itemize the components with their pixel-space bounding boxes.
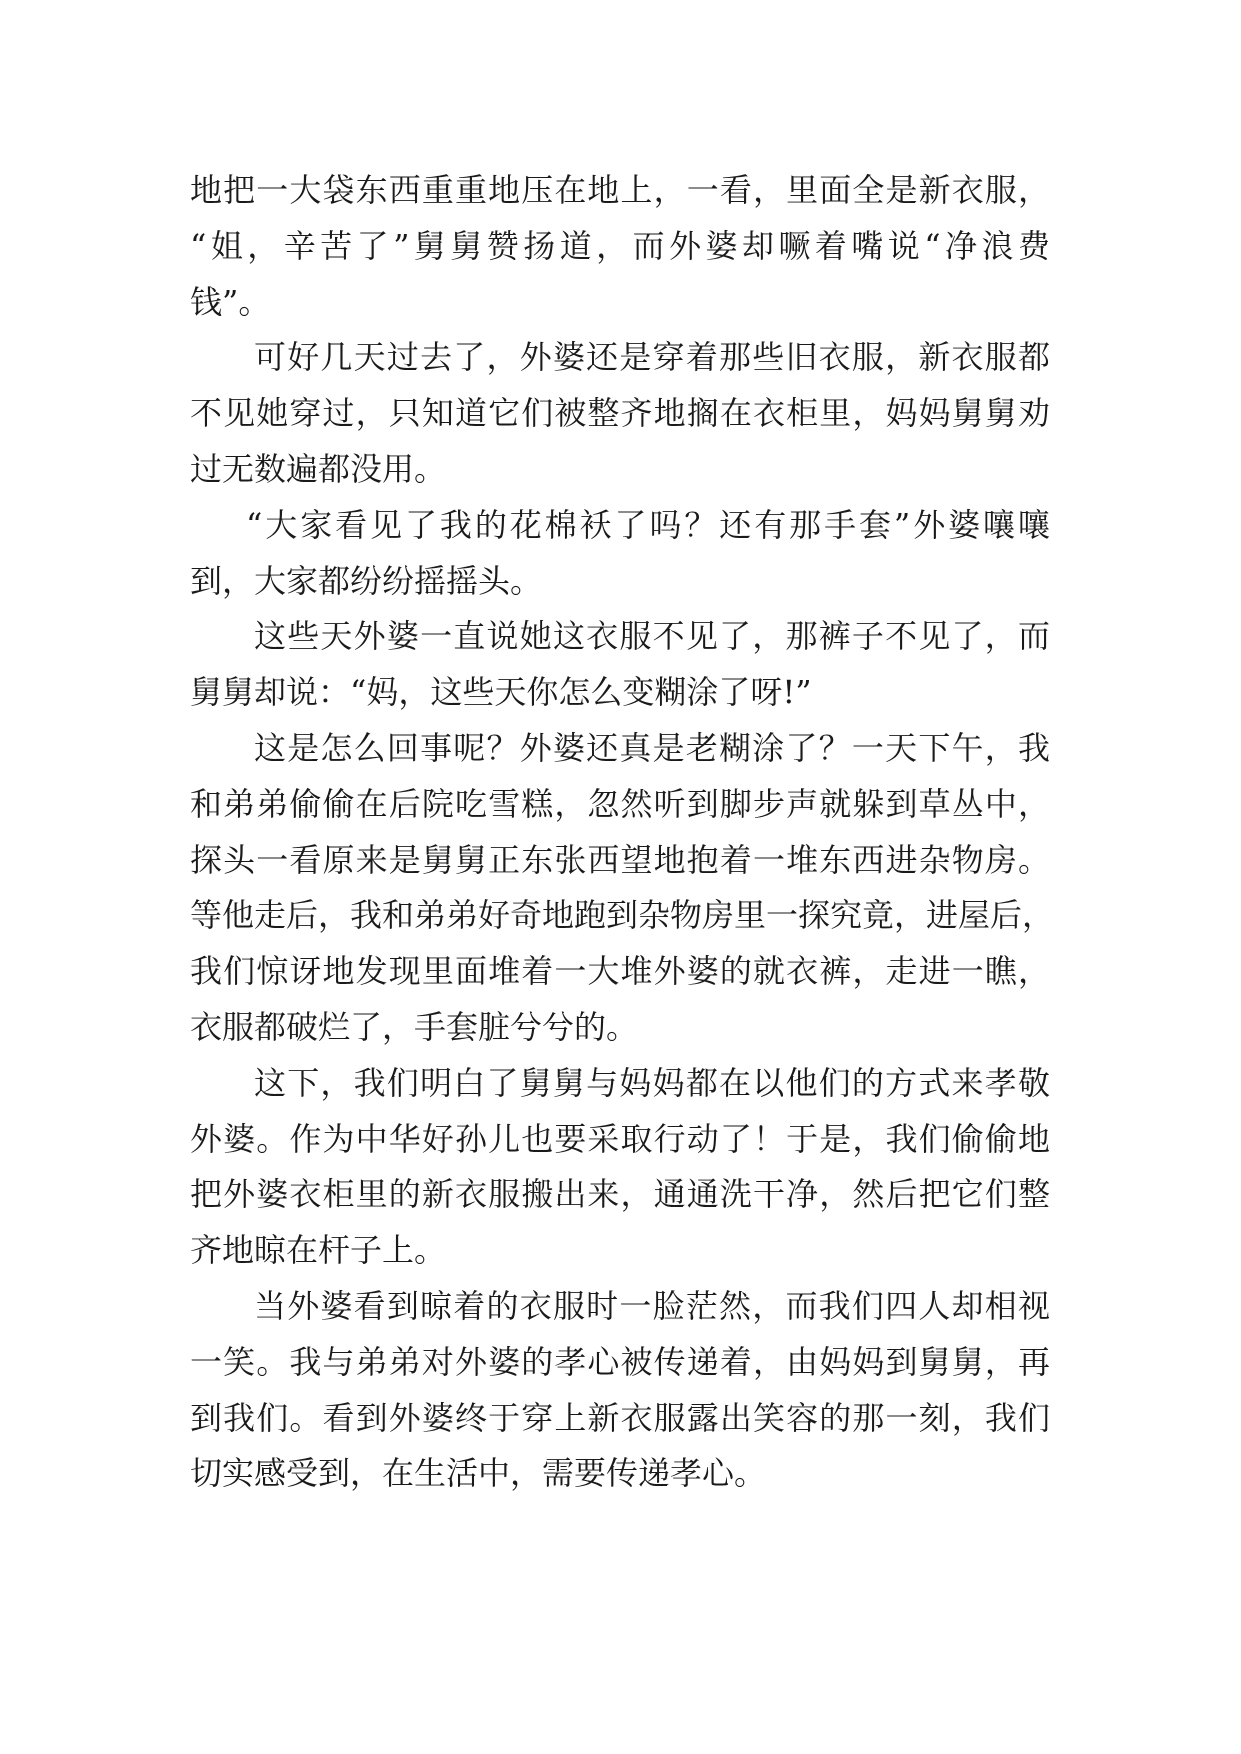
- text-line: 衣服都破烂了，手套脏兮兮的。: [190, 1007, 639, 1046]
- paragraph-5: [190, 721, 1055, 1056]
- text-line: 这下，我们明白了舅舅与妈妈都在以他们的方式来孝敬: [254, 1063, 1050, 1102]
- text-line: “大家看见了我的花棉袄了吗？还有那手套”外婆嚷嚷: [246, 505, 1050, 544]
- paragraph-3: [190, 498, 1050, 610]
- paragraph-7: [190, 1279, 1050, 1502]
- paragraph-6: [190, 1056, 1050, 1279]
- paragraph-1: [190, 163, 1050, 330]
- text-line: 齐地晾在杆子上。: [190, 1231, 447, 1270]
- text-line: 和弟弟偷偷在后院吃雪糕，忽然听到脚步声就躲到草丛中，: [190, 784, 1050, 823]
- paragraph-4: [190, 609, 1050, 721]
- text-line: 到我们。看到外婆终于穿上新衣服露出笑容的那一刻，我们: [190, 1398, 1050, 1437]
- text-line: 等他走后，我和弟弟好奇地跑到杂物房里一探究竟，进屋后，: [190, 896, 1055, 935]
- text-line: 不见她穿过，只知道它们被整齐地搁在衣柜里，妈妈舅舅劝: [190, 394, 1050, 433]
- text-line: “姐，辛苦了”舅舅赞扬道，而外婆却噘着嘴说“净浪费: [190, 226, 1050, 265]
- text-line: 钱”。: [190, 282, 271, 321]
- text-line: 地把一大袋东西重重地压在地上，一看，里面全是新衣服，: [190, 171, 1050, 209]
- text-line: 可好几天过去了，外婆还是穿着那些旧衣服，新衣服都: [254, 338, 1050, 377]
- text-line: 切实感受到，在生活中，需要传递孝心。: [190, 1454, 767, 1493]
- essay-body: [190, 163, 1055, 1502]
- text-line: 这些天外婆一直说她这衣服不见了，那裤子不见了，而: [254, 617, 1050, 656]
- text-line: 当外婆看到晾着的衣服时一脸茫然，而我们四人却相视: [254, 1286, 1050, 1325]
- text-line: 过无数遍都没用。: [190, 449, 447, 488]
- text-line: 把外婆衣柜里的新衣服搬出来，通通洗干净，然后把它们整: [190, 1175, 1050, 1214]
- text-line: 我们惊讶地发现里面堆着一大堆外婆的就衣裤，走进一瞧，: [190, 952, 1050, 991]
- text-line: 到，大家都纷纷摇摇头。: [190, 561, 543, 600]
- text-line: 外婆。作为中华好孙儿也要采取行动了！于是，我们偷偷地: [190, 1119, 1050, 1158]
- text-line: 这是怎么回事呢？外婆还真是老糊涂了？一天下午，我: [254, 728, 1050, 767]
- paragraph-2: [190, 330, 1050, 497]
- text-line: 探头一看原来是舅舅正东张西望地抱着一堆东西进杂物房。: [190, 840, 1050, 879]
- text-line: 舅舅却说：“妈，这些天你怎么变糊涂了呀!”: [190, 673, 812, 712]
- text-line: 一笑。我与弟弟对外婆的孝心被传递着，由妈妈到舅舅，再: [190, 1342, 1050, 1381]
